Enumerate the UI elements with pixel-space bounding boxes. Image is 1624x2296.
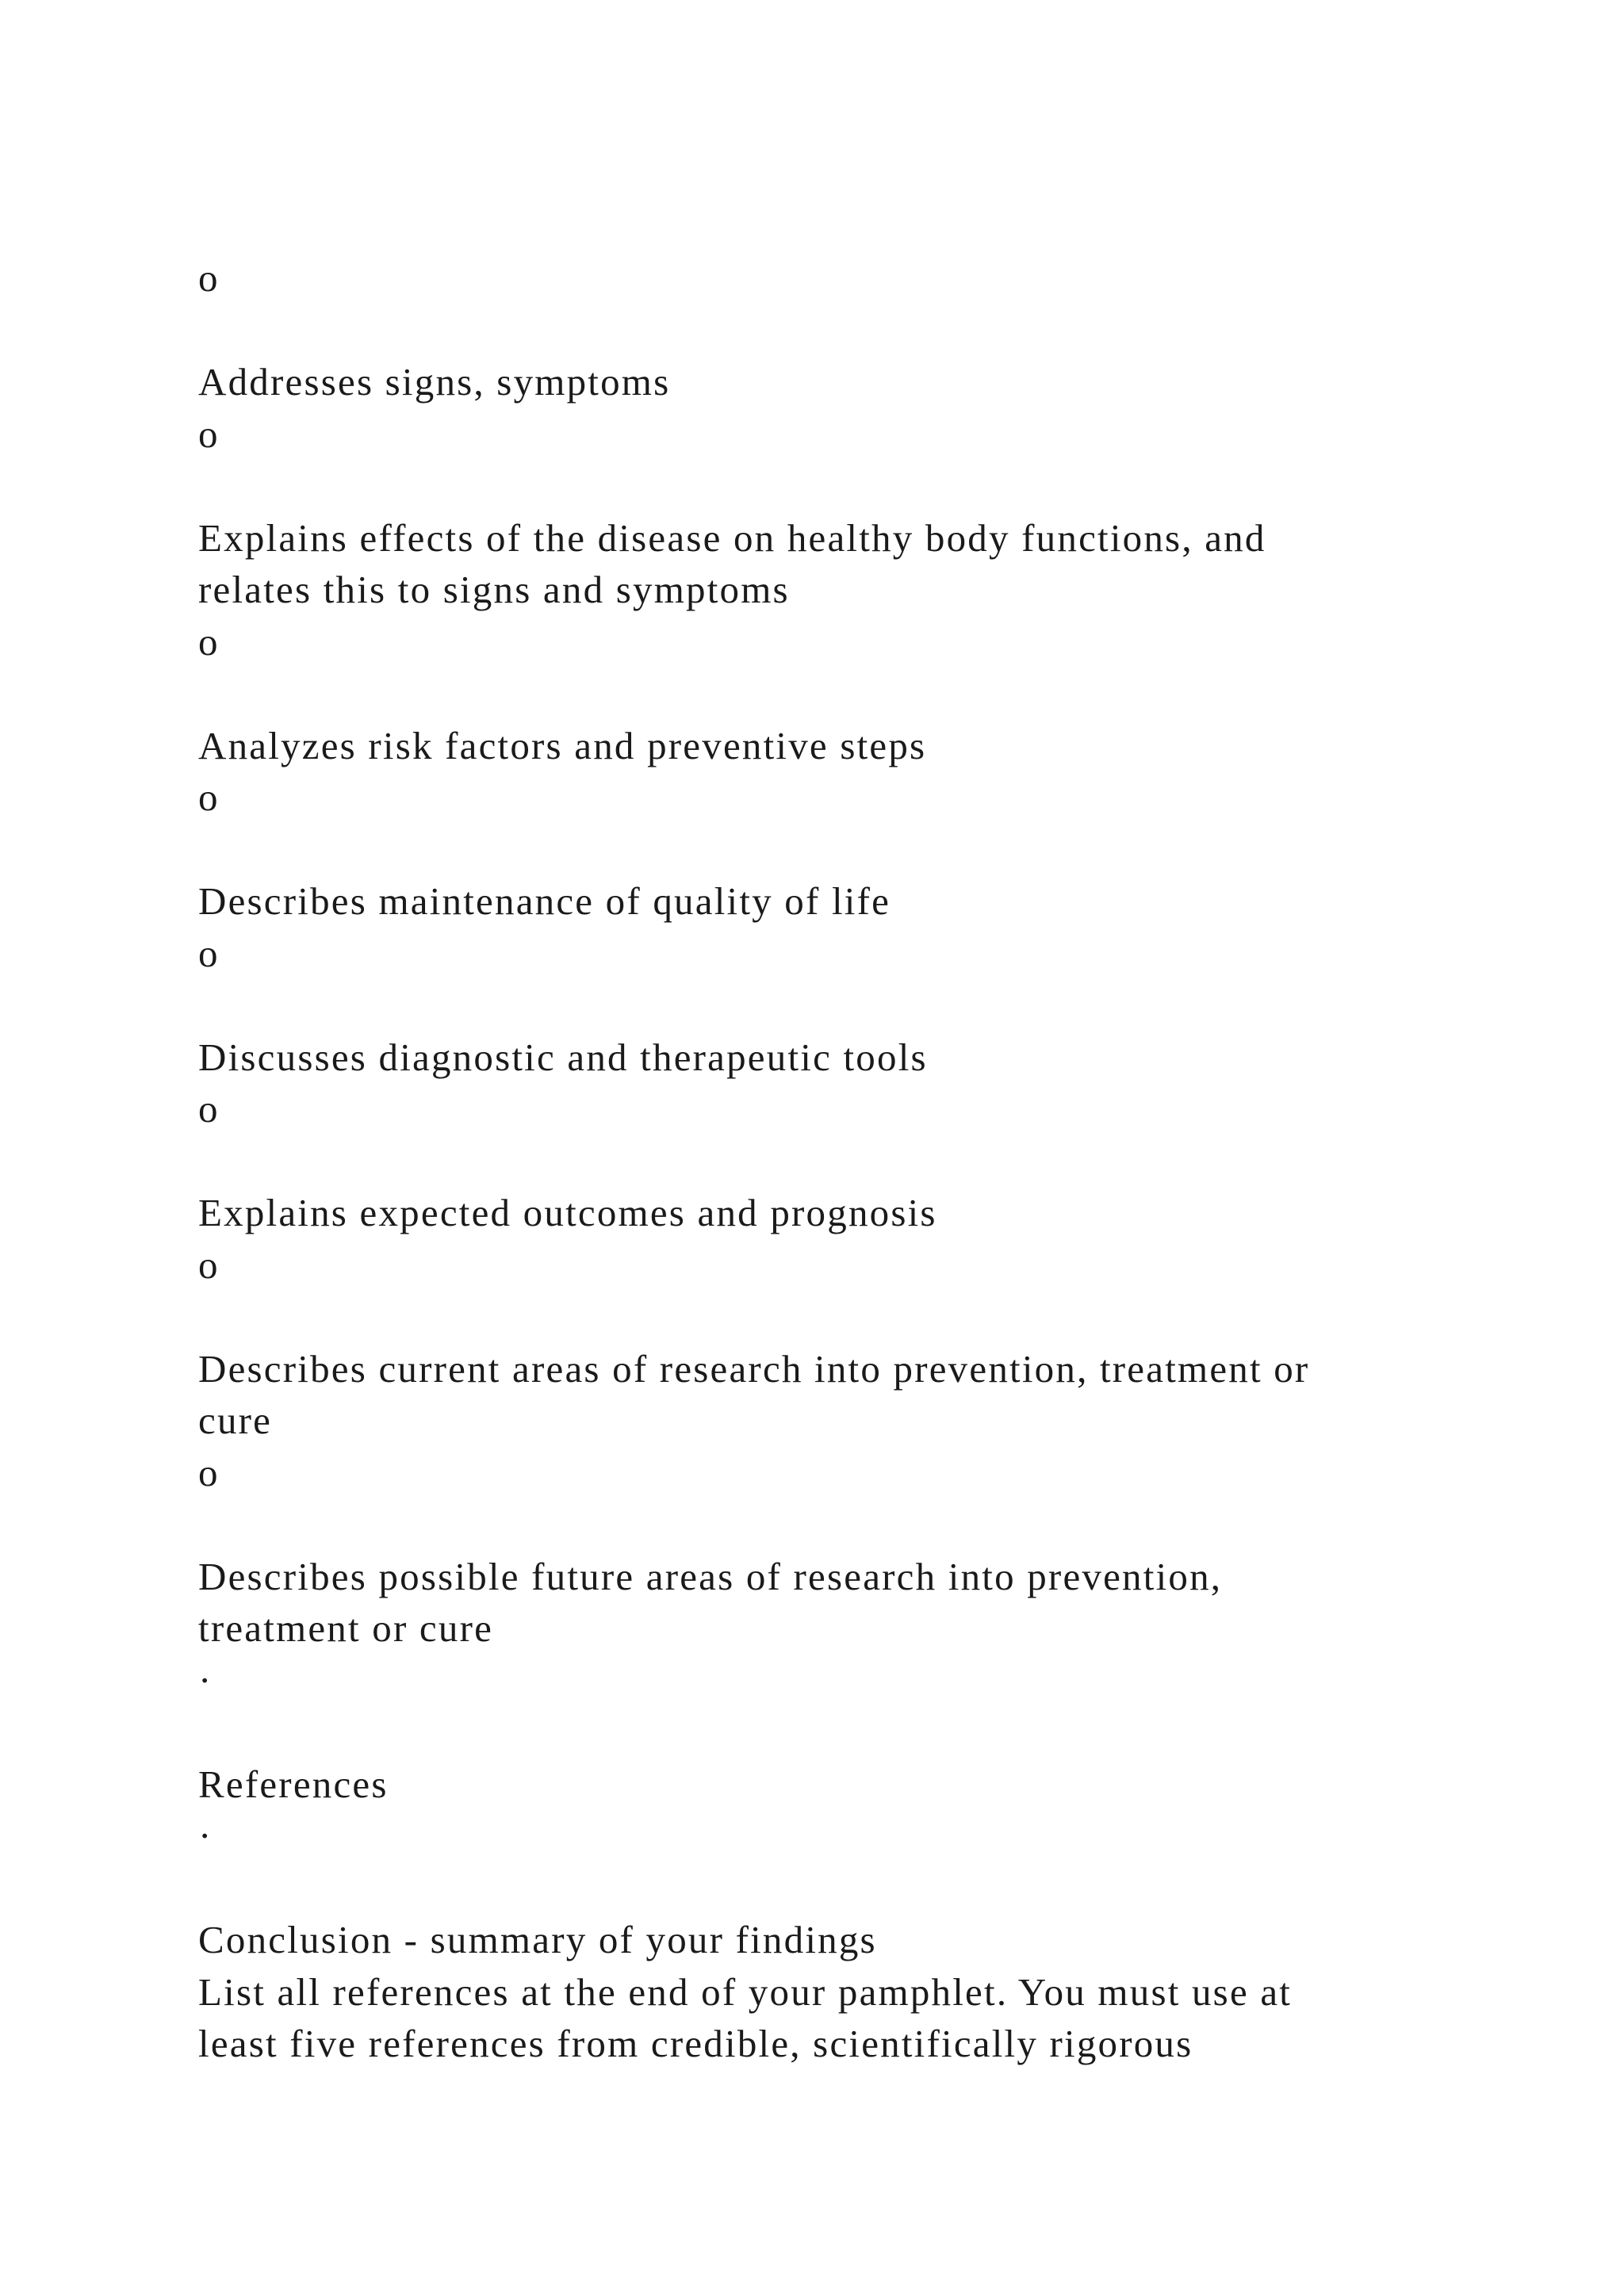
blank-line [198,668,1499,720]
list-item-text: Describes current areas of research into prevention, treatment or [198,1346,1310,1391]
list-marker: o [198,619,220,664]
blank-line [198,1498,1499,1551]
list-marker: o [198,1087,220,1131]
bullet-marker: · [198,1658,213,1702]
list-marker: o [198,1450,220,1494]
blank-line [198,1135,1499,1188]
list-item-text: Explains effects of the disease on healthy body functions, and [198,515,1266,560]
document-body [198,252,1499,2070]
blank-line [198,304,1499,357]
list-marker: o [198,256,220,300]
list-item-text: Addresses signs, symptoms [198,360,671,404]
list-marker: o [198,411,220,456]
section-heading-conclusion: Conclusion - summary of your findings [198,1918,877,1961]
list-marker: o [198,775,220,819]
blank-line [198,1706,1499,1758]
blank-line [198,460,1499,512]
list-item-text: Explains expected outcomes and prognosis [198,1191,937,1234]
list-item-text: cure [198,1399,273,1442]
blank-line [198,1291,1499,1343]
list-item-text: Discusses diagnostic and therapeutic tools [198,1035,928,1079]
list-item-text: Analyzes risk factors and preventive steps [198,723,927,767]
blank-line [198,979,1499,1031]
list-marker: o [198,931,220,975]
list-item-text: Describes possible future areas of research into prevention, [198,1554,1223,1598]
blank-line [198,1862,1499,1915]
list-marker: o [198,1242,220,1287]
section-heading-references: References [198,1762,389,1806]
body-text-line: least five references from credible, scientifically rigorous [198,2022,1193,2065]
bullet-marker: · [198,1814,213,1858]
blank-line [198,824,1499,876]
list-item-text: Describes maintenance of quality of life [198,879,891,923]
body-text-line: List all references at the end of your pamphlet. You must use at [198,1969,1293,2014]
list-item-text: relates this to signs and symptoms [198,568,790,611]
list-item-text: treatment or cure [198,1606,494,1650]
